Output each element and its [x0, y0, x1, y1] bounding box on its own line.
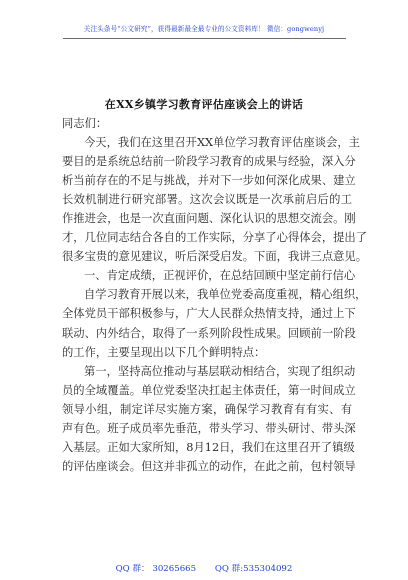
paragraph-line: 第一，坚持高位推动与基层联动相结合，实现了组织动: [84, 364, 356, 378]
paragraph-line: 入基层。正如大家所知，8月12日，我们在这里召开了镇级: [62, 440, 355, 454]
header-banner: 关注头条号“公文研究”，获得最新最全最专业的公文资料库！ 微信：gongwenyj: [83, 25, 325, 33]
paragraph-line: 很多宝贵的意见建议，听后深受启发。下面，我讲三点意见。: [62, 250, 368, 264]
qq-group-1: QQ 群： 30265665: [115, 564, 197, 574]
paragraph-line: 的评估座谈会。但这并非孤立的动作，在此之前，包村领导: [62, 459, 356, 473]
paragraph-line: 长效机制进行研究部署。这次会议既是一次承前启后的工: [62, 193, 352, 207]
paragraph-line: 作推进会，也是一次直面问题、深化认识的思想交流会。刚: [62, 212, 356, 226]
salutation: 同志们：: [62, 117, 108, 130]
header-divider: [63, 38, 346, 39]
paragraph-line: 联动、内外结合，取得了一系列阶段性成果。回顾前一阶段: [62, 326, 356, 340]
paragraph-line: 才，几位同志结合各自的工作实际，分享了心得体会，提出了: [62, 231, 368, 245]
qq-group-2: QQ 群:535304092: [214, 564, 293, 574]
paragraph-line: 今天，我们在这里召开XX单位学习教育评估座谈会，主: [84, 136, 360, 150]
paragraph-line: 要目的是系统总结前一阶段学习教育的成果与经验，深入分: [62, 155, 356, 169]
document-title: 在XX乡镇学习教育评估座谈会上的讲话: [104, 98, 304, 111]
paragraph-line: 领导小组，制定详尽实施方案，确保学习教育有有实、有: [62, 402, 352, 416]
document-body: [62, 114, 368, 476]
paragraph-line: 全体党员干部积极参与，广大人民群众热情支持，通过上下: [62, 307, 356, 321]
footer-contact: [0, 562, 408, 574]
paragraph-line: 析当前存在的不足与挑战，并对下一步如何深化成果、建立: [62, 174, 356, 188]
paragraph-line: 的工作，主要呈现出以下几个鲜明特点：: [62, 345, 266, 359]
section-heading: 一、肯定成绩，正视评价，在总结回顾中坚定前行信心: [84, 269, 356, 283]
paragraph-line: 自学习教育开展以来，我单位党委高度重视，精心组织，: [84, 288, 367, 302]
paragraph-line: 声有色。班子成员率先垂范，带头学习、带头研讨、带头深: [62, 421, 356, 435]
paragraph-line: 员的全域覆盖。单位党委坚决扛起主体责任，第一时间成立: [62, 383, 356, 397]
